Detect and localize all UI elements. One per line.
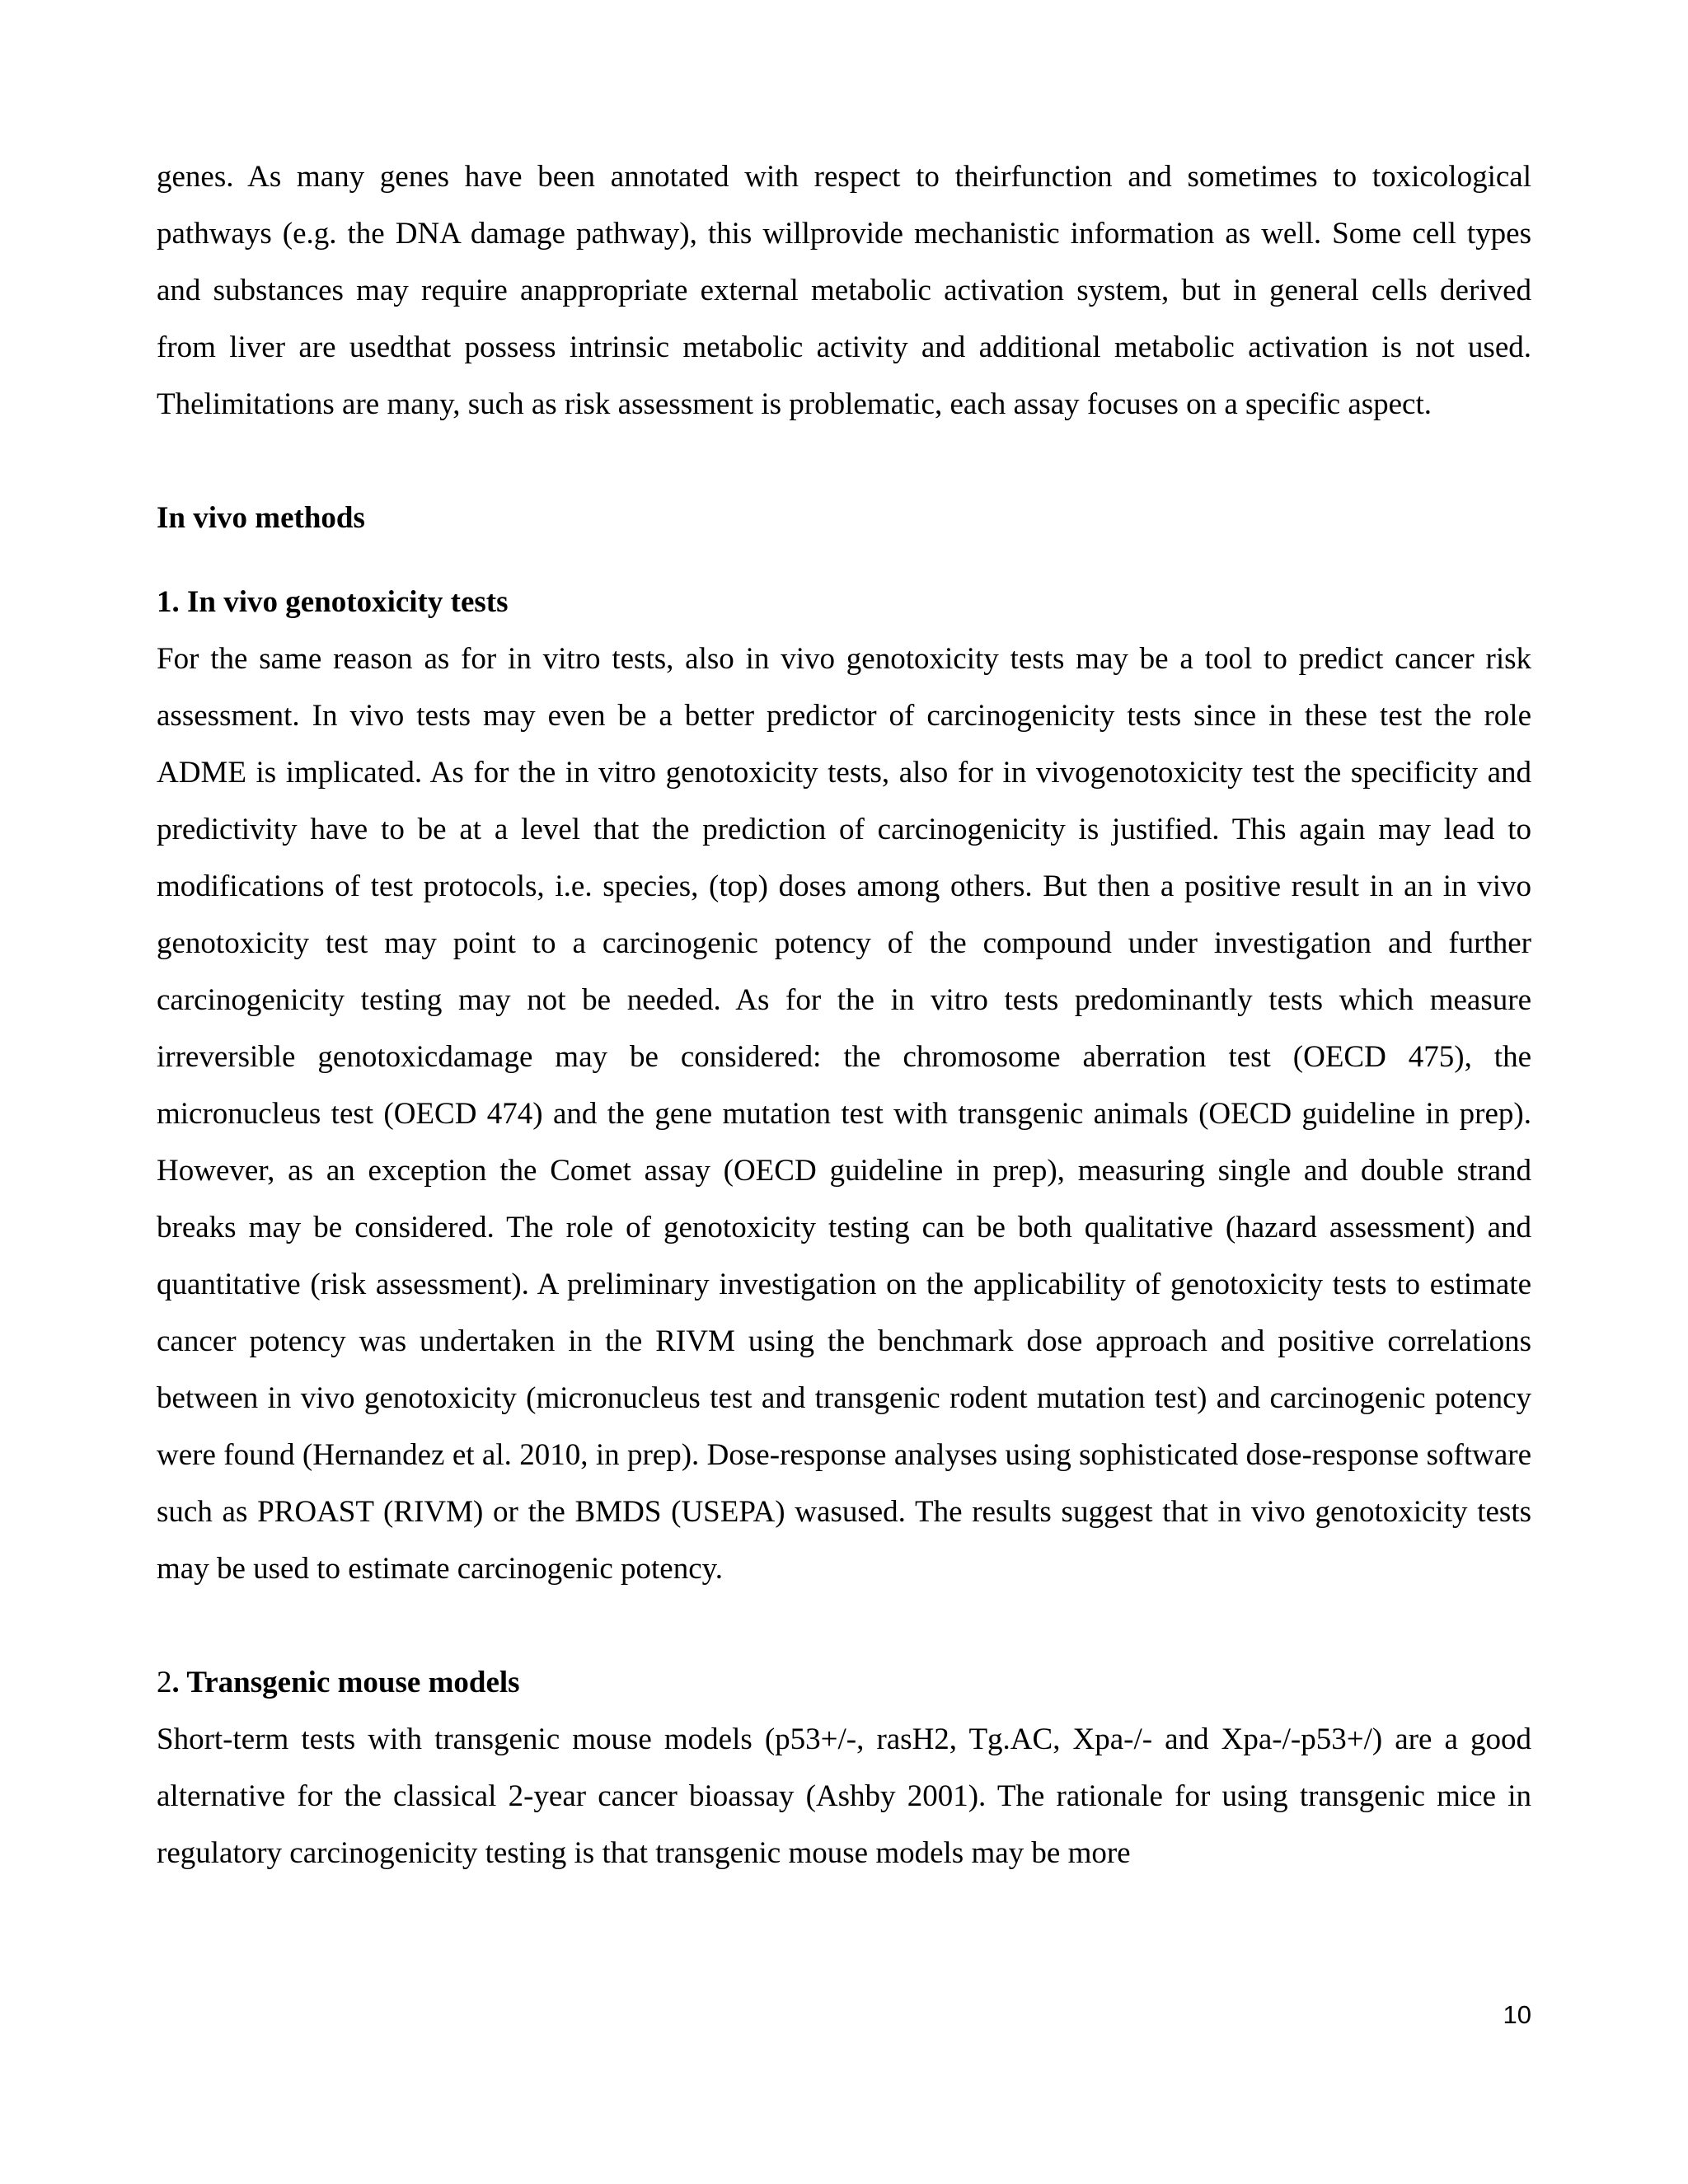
subsection-1-body: For the same reason as for in vitro tests, also in vivo genotoxicity tests may be a tool to predict cancer risk assessment. In vivo tests may even be a better predictor of carcinogenicity tests since in these test the role ADME is implicated. As for the in vitro genotoxicity tests, also for in vivogenotoxicity test the specificity and predictivity have to be at a level that the prediction of carcinogenicity is justified. This again may lead to modifications of test protocols, i.e. species, (top) doses among others. But then a positive result in an in vivo genotoxicity test may point to a carcinogenic potency of the compound under investigation and further carcinogenicity testing may not be needed. As for the in vitro tests predominantly tests which measure irreversible genotoxicdamage may be considered: the chromosome aberration test (OECD 475), the micronucleus test (OECD 474) and the gene mutation test with transgenic animals (OECD guideline in prep). However, as an exception the Comet assay (OECD guideline in prep), measuring single and double strand breaks may be considered. The role of genotoxicity testing can be both qualitative (hazard assessment) and quantitative (risk assessment). A preliminary investigation on the applicability of genotoxicity tests to estimate cancer potency was undertaken in the RIVM using the benchmark dose approach and positive correlations between in vivo genotoxicity (micronucleus test and transgenic rodent mutation test) and carcinogenic potency were found (Hernandez et al. 2010, in prep). Dose-response analyses using sophisticated dose-response software such as PROAST (RIVM) or the BMDS (USEPA) wasused. The results suggest that in vivo genotoxicity tests may be used to estimate carcinogenic potency. [157,642,1531,1586]
spacer [157,546,1531,574]
spacer [157,1597,1531,1654]
page-number: 10 [1503,2000,1531,2029]
section-heading: In vivo methods [157,501,365,535]
document-page [157,148,1531,1882]
subsection-2-heading [157,1654,1531,1711]
subsection-1-heading: 1. In vivo genotoxicity tests [157,585,509,619]
subsection-2-number: 2 [157,1666,172,1699]
spacer [157,433,1531,490]
intro-paragraph: genes. As many genes have been annotated with respect to theirfunction and sometimes to toxicological pathways (e.g. the DNA damage pathway), this willprovide mechanistic information as well. Some cell types and substances may require anappropriate external metabolic activation system, but in general cells derived from liver are usedthat possess intrinsic metabolic activity and additional metabolic activation is not used. Thelimitations are many, such as risk assessment is problematic, each assay focuses on a specific aspect. [157,160,1531,421]
subsection-2-body: Short-term tests with transgenic mouse models (p53+/-, rasH2, Tg.AC, Xpa-/- and Xpa-/-p53+/) are a good alternative for the classical 2-year cancer bioassay (Ashby 2001). The rationale for using transgenic mice in regulatory carcinogenicity testing is that transgenic mouse models may be more [157,1722,1531,1870]
subsection-2-title: . Transgenic mouse models [171,1666,520,1699]
